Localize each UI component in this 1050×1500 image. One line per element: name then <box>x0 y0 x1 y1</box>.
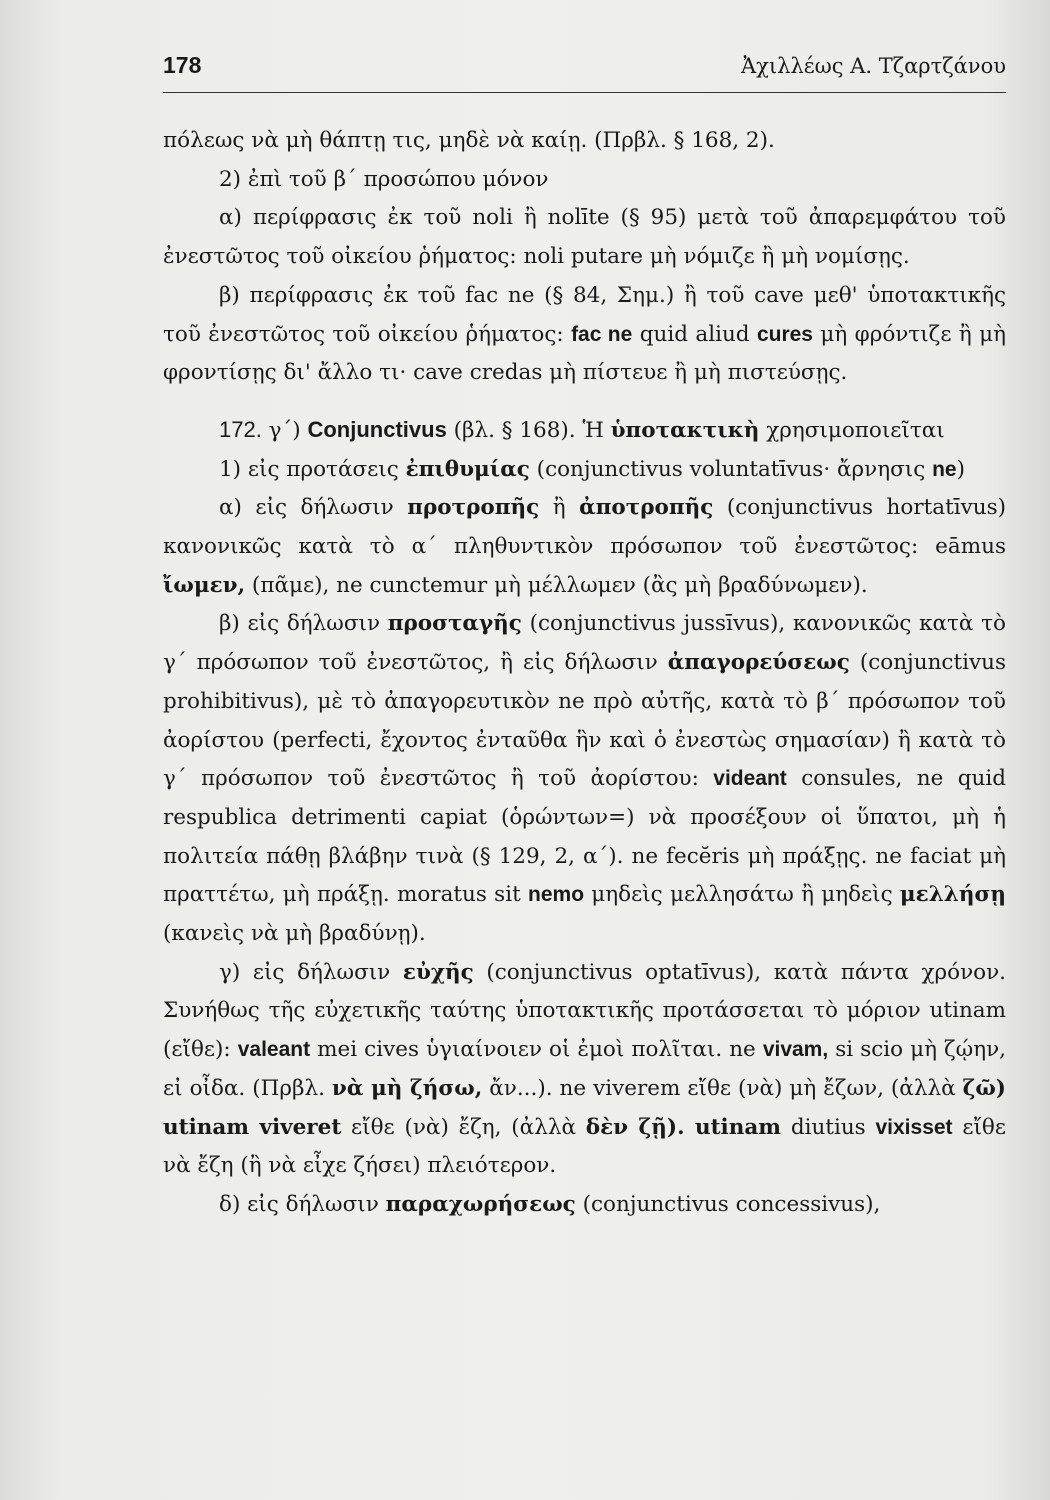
paragraph-item-1: 1) εἰς προτάσεις ἐπιθυμίας (conjunctivus voluntatīvus· ἄρνησις ne) <box>219 456 966 482</box>
paragraph-item-2b: β) περίφρασις ἐκ τοῦ fac ne (§ 84, Σημ.) ἢ τοῦ cave μεθ' ὑποτακτικῆς τοῦ ἐνεστῶτος τοῦ οἰκείου ῥήματος: fac ne quid aliud cures μὴ φρόντιζε ἢ μὴ φροντίσῃς δι' ἄλλο τι· cave credas μὴ πίστευε ἢ μὴ πιστεύσῃς. <box>163 282 1006 386</box>
paragraph-item-1a: α) εἰς δήλωσιν προτροπῆς ἢ ἀποτροπῆς (conjunctivus hortatīvus) κανονικῶς κατὰ τὸ α΄ πληθυντικὸν πρόσωπον τοῦ ἐνεστῶτος: eāmus ἴωμεν, (πᾶμε), ne cunctemur μὴ μέλλωμεν (ἂς μὴ βραδύνωμεν). <box>163 495 1006 598</box>
page-header <box>163 52 1006 93</box>
body-text <box>163 122 1006 1225</box>
section-172-heading: 172. γ΄) Conjunctivus (βλ. § 168). Ἡ ὑποτακτικὴ χρησιμοποιεῖται <box>219 416 945 443</box>
paragraph-continuation: πόλεως νὰ μὴ θάπτῃ τις, μηδὲ νὰ καίῃ. (Πρβλ. § 168, 2). <box>163 128 775 153</box>
running-title: Ἀχιλλέως Α. Τζαρτζάνου <box>741 54 1006 78</box>
paragraph-item-1d: δ) εἰς δήλωσιν παραχωρήσεως (conjunctivus concessivus), <box>219 1191 881 1217</box>
paragraph-item-1b: β) εἰς δήλωσιν προσταγῆς (conjunctivus jussīvus), κανονικῶς κατὰ τὸ γ΄ πρόσωπον τοῦ ἐνεστῶτος, ἢ εἰς δήλωσιν ἀπαγορεύσεως (conjunctivus prohibitivus), μὲ τὸ ἀπαγορευτικὸν ne πρὸ αὐτῆς, κατὰ τὸ β΄ πρόσωπον τοῦ ἀορίστου (perfecti, ἔχοντος ἐνταῦθα ἣν καὶ ὁ ἐνεστὼς σημασίαν) ἢ κατὰ τὸ γ΄ πρόσωπον τοῦ ἐνεστῶτος ἢ τοῦ ἀορίστου: videant consules, ne quid respublica detrimenti capiat (ὁρώντων=) νὰ προσέξουν οἱ ὕπατοι, μὴ ἡ πολιτεία πάθῃ βλάβην τινὰ (§ 129, 2, α΄). ne fecĕris μὴ πράξῃς. ne faciat μὴ πραττέτω, μὴ πράξῃ. moratus sit nemo μηδεὶς μελλησάτω ἢ μηδεὶς μελλήσῃ (κανεὶς νὰ μὴ βραδύνῃ). <box>163 611 1007 947</box>
paragraph-item-1c: γ) εἰς δήλωσιν εὐχῆς (conjunctivus optatīvus), κατὰ πάντα χρόνον. Συνήθως τῆς εὐχετικῆς ταύτης ὑποτακτικῆς προτάσσεται τὸ μόριον utinam (εἴθε): valeant mei cives ὑγιαίνοιεν οἱ ἐμοὶ πολῖται. ne vivam, si scio μὴ ζῴην, εἰ οἶδα. (Πρβλ. νὰ μὴ ζήσω, ἄν...). ne viverem εἴθε (νὰ) μὴ ἔζων, (ἀλλὰ ζῶ) utinam viveret εἴθε (νὰ) ἔζη, (ἀλλὰ δὲν ζῇ). utinam diutius vixisset εἴθε νὰ ἔζη (ἢ νὰ εἶχε ζήσει) πλειότερον. <box>163 959 1006 1179</box>
page-number: 178 <box>163 52 202 78</box>
paragraph-item-2: 2) ἐπὶ τοῦ β΄ προσώπου μόνον <box>219 166 549 192</box>
section-number: 172. <box>219 416 262 442</box>
section-title: Conjunctivus <box>307 416 447 442</box>
paragraph-item-2a: α) περίφρασις ἐκ τοῦ noli ἢ nolīte (§ 95) μετὰ τοῦ ἀπαρεμφάτου τοῦ ἐνεστῶτος τοῦ οἰκείου ῥήματος: noli putare μὴ νόμιζε ἢ μὴ νομίσῃς. <box>163 205 1006 270</box>
